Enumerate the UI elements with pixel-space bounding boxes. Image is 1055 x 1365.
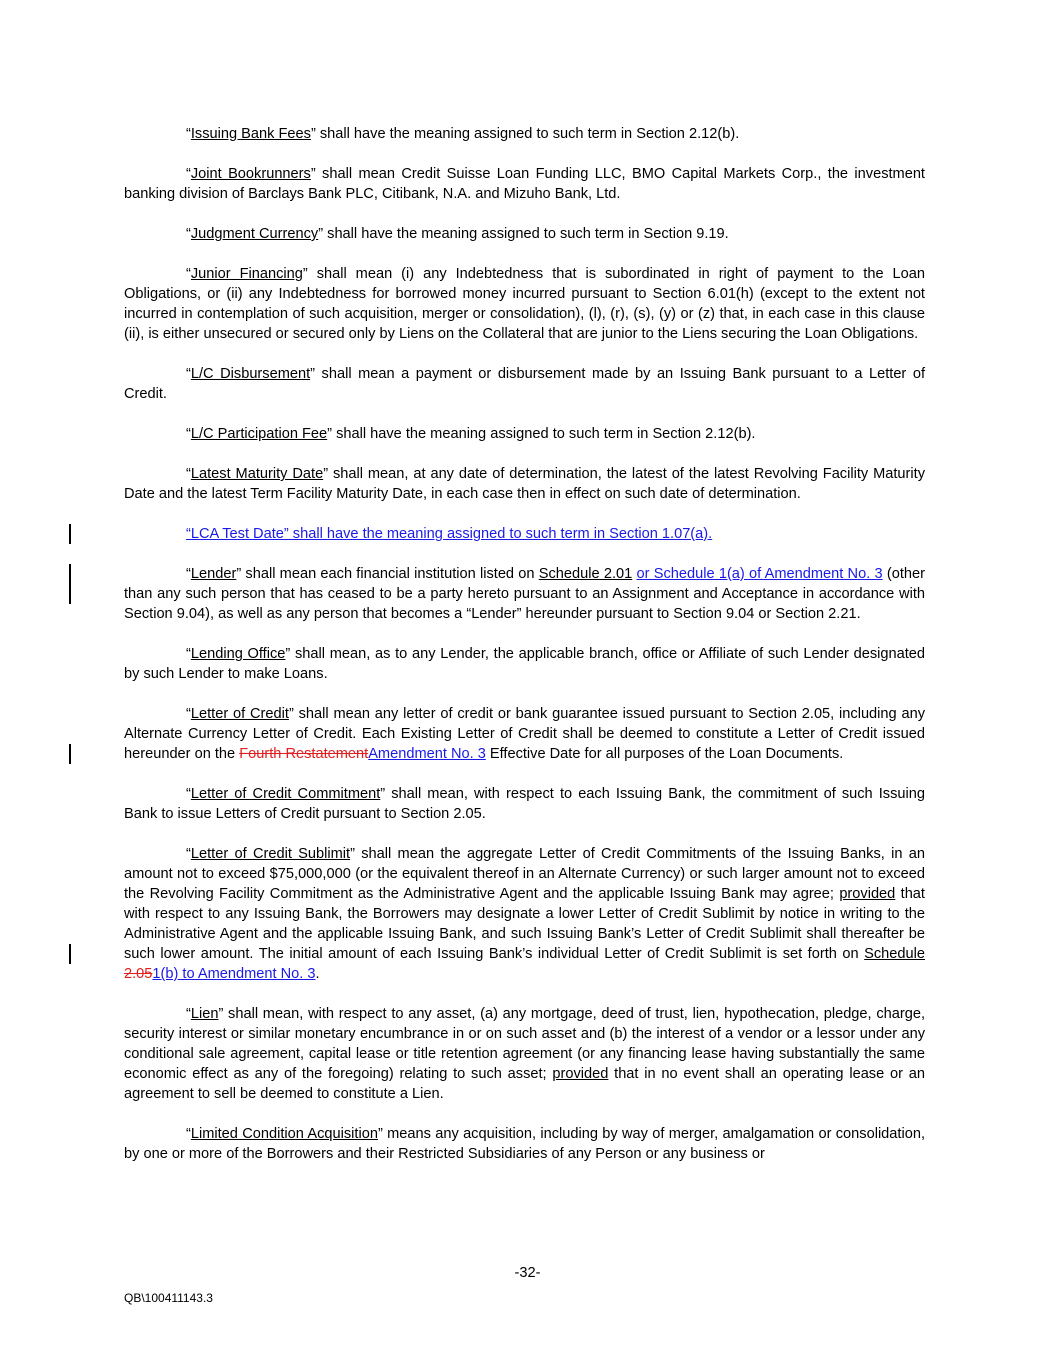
text: “ bbox=[186, 226, 191, 242]
inserted-text: 1(b) to Amendment No. 3 bbox=[152, 966, 316, 982]
text: “ bbox=[186, 566, 191, 582]
text: ” shall mean Credit Suisse Loan Funding LLC, BMO Capital Markets Corp., the investment banking division of Barclays Bank PLC, Citibank, N.A. and Mizuho Bank, Ltd. bbox=[124, 166, 925, 202]
text: “ bbox=[186, 706, 191, 722]
text: “ bbox=[186, 646, 191, 662]
defined-term: Judgment Currency bbox=[190, 226, 319, 242]
page-number: -32- bbox=[514, 1265, 541, 1281]
defined-term: L/C Disbursement bbox=[190, 366, 311, 382]
text: ” shall mean, with respect to any asset, (a) any mortgage, deed of trust, lien, hypothecation, pledge, charge, security interest or similar monetary encumbrance in or on such asset and (b) the interest of a vendor or a lessor under any conditional sale agreement, capital lease or title retention agreement (or any financing lease having substantially the same economic effect as any of the foregoing) relating to such asset; bbox=[124, 1006, 925, 1082]
text: that with respect to any Issuing Bank, the Borrowers may designate a lower Letter of Credit Sublimit by notice in writing to the Administrative Agent and the applicable Issuing Bank, and such Issuing Bank’s Letter of Credit Sublimit shall thereafter be such lower amount. The initial amount of each Issuing Bank’s individual Letter of Credit Sublimit is set forth on bbox=[124, 886, 925, 962]
text: (other than any such person that has ceased to be a party hereto pursuant to an Assignment and Acceptance in accordance with Section 9.04), as well as any person that becomes a “Lender” hereunder pursuant to Section 9.04 or Section 2.21. bbox=[124, 566, 925, 622]
text: ” shall mean a payment or disbursement made by an Issuing Bank pursuant to a Letter of Credit. bbox=[124, 366, 925, 402]
change-bar bbox=[69, 564, 71, 604]
defined-term: L/C Participation Fee bbox=[190, 426, 328, 442]
defined-term: Schedule bbox=[864, 946, 925, 962]
text: . bbox=[315, 966, 320, 982]
text: ” shall mean each financial institution listed on bbox=[236, 566, 539, 582]
defined-term: Lien bbox=[190, 1006, 219, 1022]
defined-term: Latest Maturity Date bbox=[190, 466, 324, 482]
text: ” shall mean the aggregate Letter of Credit Commitments of the Issuing Banks, in an amount not to exceed $75,000,000 (or the equivalent thereof in an Alternate Currency) or such larger amount not to exceed the Revolving Facility Commitment as the Administrative Agent and the applicable Issuing Bank may agree; bbox=[124, 846, 925, 902]
text: “ bbox=[186, 1126, 191, 1142]
def-latest-maturity-date bbox=[124, 464, 925, 504]
defined-term: Letter of Credit Commitment bbox=[190, 786, 381, 802]
defined-term: provided bbox=[839, 886, 896, 902]
def-letter-of-credit-sublimit bbox=[124, 844, 925, 984]
text: ” shall have the meaning assigned to such term in Section 9.19. bbox=[318, 226, 729, 242]
text: Effective Date for all purposes of the Loan Documents. bbox=[485, 746, 844, 762]
change-bar bbox=[69, 744, 71, 764]
text: that in no event shall an operating lease or an agreement to sell be deemed to constitute a Lien. bbox=[124, 1066, 925, 1102]
text: “ bbox=[186, 786, 191, 802]
document-id: QB\100411143.3 bbox=[124, 1291, 213, 1305]
text: “ bbox=[186, 1006, 191, 1022]
def-letter-of-credit bbox=[124, 704, 925, 764]
text: ” shall have the meaning assigned to such term in Section 2.12(b). bbox=[327, 426, 756, 442]
text: ” shall have the meaning assigned to such term in Section 2.12(b). bbox=[310, 126, 740, 142]
change-bar bbox=[69, 524, 71, 544]
defined-term: Issuing Bank Fees bbox=[190, 126, 311, 142]
def-letter-of-credit-commitment bbox=[124, 784, 925, 824]
text: “ bbox=[186, 366, 191, 382]
def-joint-bookrunners bbox=[124, 164, 925, 204]
text: ” shall mean, as to any Lender, the applicable branch, office or Affiliate of such Lender designated by such Lender to make Loans. bbox=[124, 646, 925, 682]
defined-term: Limited Condition Acquisition bbox=[190, 1126, 378, 1142]
def-junior-financing bbox=[124, 264, 925, 344]
def-lien bbox=[124, 1004, 925, 1104]
def-lca-test-date bbox=[124, 524, 925, 544]
defined-term: Lender bbox=[190, 566, 237, 582]
text: “ bbox=[186, 266, 191, 282]
defined-term: Schedule 2.01 bbox=[538, 566, 633, 582]
inserted-text: Amendment No. 3 bbox=[368, 746, 486, 762]
defined-term: Letter of Credit Sublimit bbox=[190, 846, 351, 862]
text: ” shall mean (i) any Indebtedness that is subordinated in right of payment to the Loan Obligations, or (ii) any Indebtedness for borrowed money incurred pursuant to Section 6.01(h) (except to the extent not incurred in contemplation of such acquisition, merger or consolidation), (l), (r), (s), (y) or (z) that, in each case in this clause (ii), is either unsecured or secured only by Liens on the Collateral that are junior to the Liens securing the Loan Obligations. bbox=[124, 266, 925, 342]
defined-term: Lending Office bbox=[190, 646, 286, 662]
defined-term: provided bbox=[552, 1066, 609, 1082]
text: “ bbox=[186, 466, 191, 482]
deleted-text: Fourth Restatement bbox=[239, 746, 369, 762]
def-lender bbox=[124, 564, 925, 624]
def-lc-participation-fee bbox=[124, 424, 925, 444]
text: ” shall mean any letter of credit or bank guarantee issued pursuant to Section 2.05, including any Alternate Currency Letter of Credit. Each Existing Letter of Credit shall be deemed to constitute a Letter of Credit issued hereunder on the bbox=[124, 706, 926, 762]
definitions-section bbox=[124, 124, 925, 1184]
text: “ bbox=[186, 426, 191, 442]
def-limited-condition-acquisition bbox=[124, 1124, 925, 1164]
defined-term: Joint Bookrunners bbox=[190, 166, 311, 182]
def-judgment-currency bbox=[124, 224, 925, 244]
defined-term: Junior Financing bbox=[190, 266, 303, 282]
def-lending-office bbox=[124, 644, 925, 684]
text: ” shall mean, with respect to each Issuing Bank, the commitment of such Issuing Bank to issue Letters of Credit pursuant to Section 2.05. bbox=[124, 786, 925, 822]
inserted-text: or Schedule 1(a) of Amendment No. 3 bbox=[636, 566, 883, 582]
text: ” shall mean, at any date of determination, the latest of the latest Revolving Facility Maturity Date and the latest Term Facility Maturity Date, in each case then in effect on such date of determination. bbox=[124, 466, 925, 502]
text: “ bbox=[186, 846, 191, 862]
text: “ bbox=[186, 166, 191, 182]
change-bar bbox=[69, 944, 71, 964]
deleted-text: 2.05 bbox=[124, 966, 153, 982]
defined-term: Letter of Credit bbox=[190, 706, 289, 722]
def-issuing-bank-fees bbox=[124, 124, 925, 144]
def-lc-disbursement bbox=[124, 364, 925, 404]
inserted-text: “LCA Test Date” shall have the meaning assigned to such term in Section 1.07(a). bbox=[186, 526, 713, 542]
text: “ bbox=[186, 126, 191, 142]
text: ” means any acquisition, including by way of merger, amalgamation or consolidation, by one or more of the Borrowers and their Restricted Subsidiaries of any Person or any business or bbox=[124, 1126, 926, 1162]
